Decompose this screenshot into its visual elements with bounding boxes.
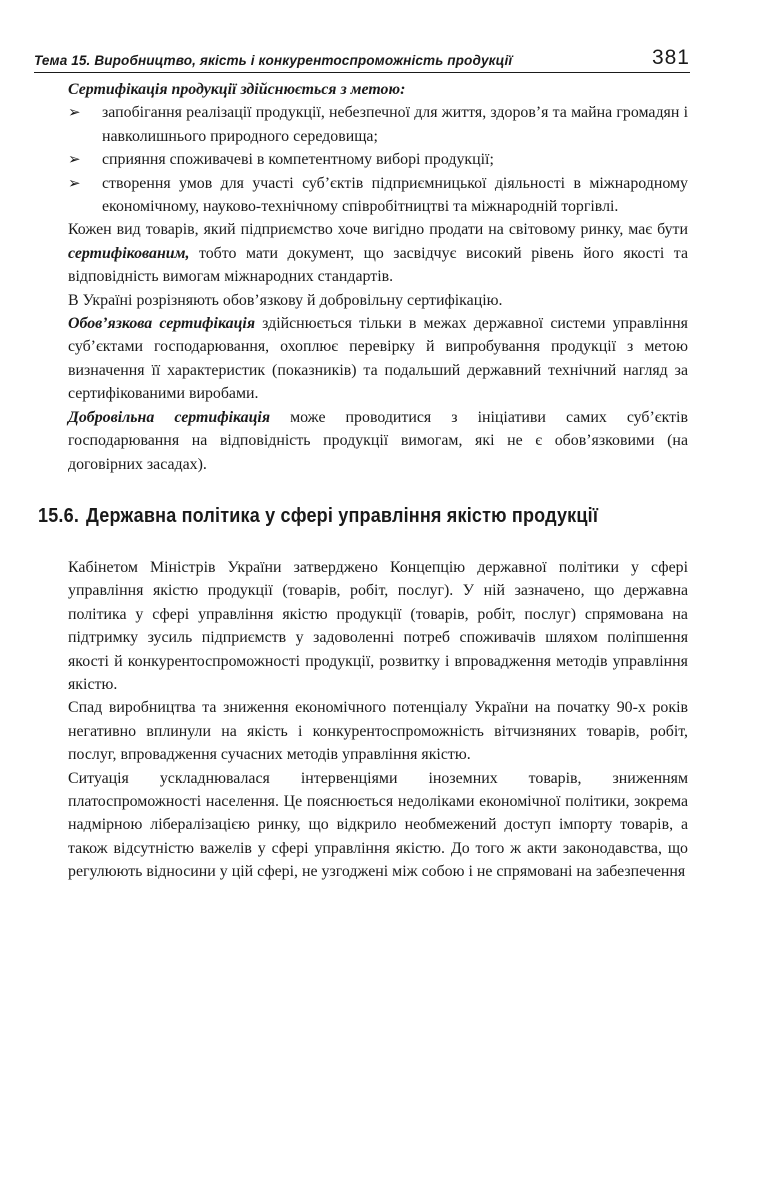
arrow-bullet-icon: ➢ <box>68 103 81 122</box>
paragraph: Добровільна сертифікація може проводитися з ініціативи самих суб’єктів господарювання на відповідність продукції вимогам, які не є обов’язковими (на договірних засадах). <box>68 408 688 473</box>
list-item <box>68 148 688 171</box>
term-mandatory-certification: Обов’язкова сертифікація <box>68 315 256 333</box>
list-item-text: сприяння споживачеві в компетентному виборі продукції; <box>102 151 494 169</box>
page-body <box>38 78 688 884</box>
arrow-bullet-icon: ➢ <box>68 173 81 192</box>
paragraph: Ситуація ускладнювалася інтервенціями іноземних товарів, зниженням платоспроможності населення. Це пояснюється недоліками економічної політики, зокрема надмірною лібералізацією ринку, що відкрило необмежений доступ імпорту товарів, а також відсутністю важелів у сфері управління якістю. До того ж акти законодавства, що регулюють відносини у цій сфері, не узгоджені між собою і не спрямовані на забезпечення <box>68 769 688 881</box>
paragraph: Кабінетом Міністрів України затверджено Концепцію державної політики у сфері управління якістю продукції (товарів, робіт, послуг). У ній зазначено, що державна політика у сфері управління якістю продукції (товарів, робіт, послуг) спрямована на підтримку зусиль підприємств у задоволенні потреб споживачів шляхом поліпшення якості й конкурентоспроможності продукції, розвитку і впровадження методів управління якістю. <box>68 558 688 693</box>
section-number: 15.6. <box>38 503 80 527</box>
certification-goals-heading: Сертифікація продукції здійснюється з метою: <box>68 81 406 98</box>
list-item <box>68 101 688 148</box>
paragraph: Кожен вид товарів, який підприємство хоче вигідно продати на світовому ринку, має бути сертифікованим, тобто мати документ, що засвідчує високий рівень його якості та відповідність вимогам міжнародних стандартів. <box>68 221 688 286</box>
paragraph: Обов’язкова сертифікація здійснюється тільки в межах державної системи управління суб’єктами господарювання, охоплює перевірку й випробування продукції з метою визначення її характеристик (показників) та подальший державний технічний нагляд за сертифікованими виробами. <box>68 315 688 403</box>
arrow-bullet-icon: ➢ <box>68 150 81 169</box>
certification-goals-list <box>68 101 688 218</box>
running-header <box>34 42 690 73</box>
paragraph: В Україні розрізняють обов’язкову й добровільну сертифікацію. <box>68 291 503 309</box>
page-number: 381 <box>651 46 690 69</box>
emphasized-term: сертифікованим, <box>68 244 190 262</box>
list-item <box>68 172 688 219</box>
list-item-text: створення умов для участі суб’єктів підприємницької діяльності в міжнародному економічному, науково-технічному співробітництві та міжнародній торгівлі. <box>102 174 688 216</box>
list-item-text: запобігання реалізації продукції, небезпечної для життя, здоров’я та майна громадян і навколишнього природного середовища; <box>102 104 688 145</box>
section-heading <box>38 503 612 529</box>
term-voluntary-certification: Добровільна сертифікація <box>68 408 271 426</box>
paragraph: Спад виробництва та зниження економічного потенціалу України на початку 90-х років негативно вплинули на якість і конкурентоспроможність вітчизняних товарів, робіт, послуг, впровадження сучасних методів управління якістю. <box>68 699 688 764</box>
section-title: Державна політика у сфері управління якістю продукції <box>86 503 599 527</box>
chapter-title: Тема 15. Виробництво, якість і конкурентоспроможність продукції <box>34 53 513 68</box>
